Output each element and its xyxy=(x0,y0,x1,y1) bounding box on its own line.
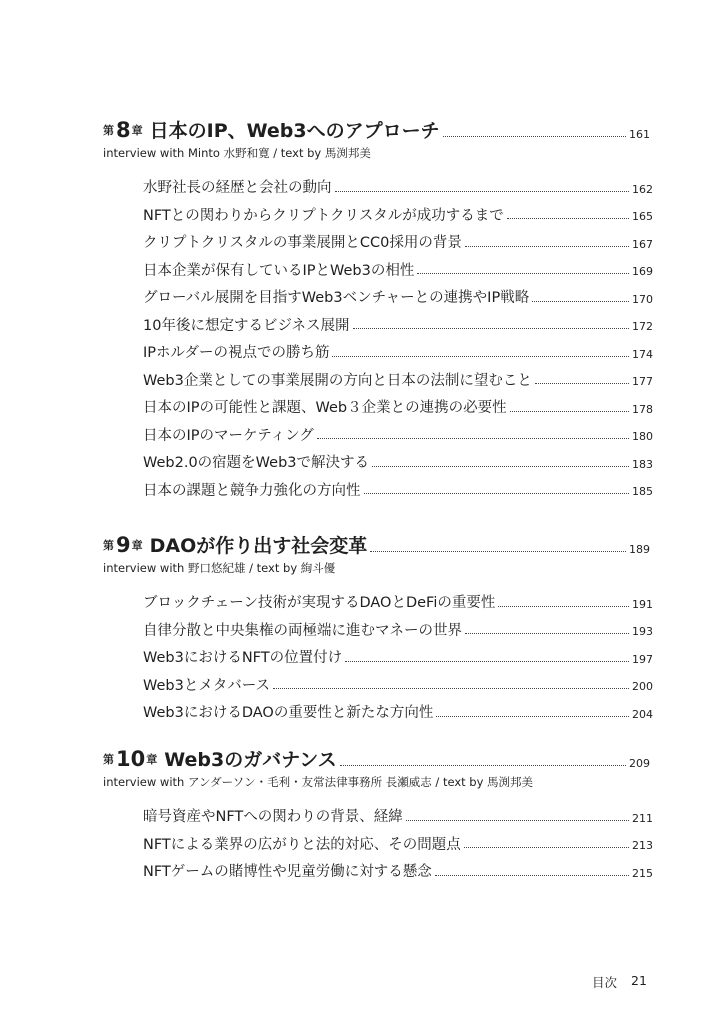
toc-entry[interactable] xyxy=(143,309,653,337)
chapter-credit: interview with 野口悠紀雄 / text by 絢斗優 xyxy=(103,561,336,575)
dot-leader xyxy=(465,633,629,634)
entry-page-number: 170 xyxy=(632,292,653,306)
entry-title: 日本の課題と競争力強化の方向性 xyxy=(143,482,361,499)
dot-leader xyxy=(340,765,626,766)
entry-title: IPホルダーの視点での勝ち筋 xyxy=(143,345,330,361)
chapter-number: 10 xyxy=(116,747,146,771)
chapter-credit: interview with Minto 水野和寛 / text by 馬渕邦美 xyxy=(103,146,371,160)
chapter-number: 9 xyxy=(116,533,131,557)
chapter-heading[interactable] xyxy=(103,531,650,557)
entry-title: Web3におけるDAOの重要性と新たな方向性 xyxy=(143,705,434,721)
entry-title: Web3とメタバース xyxy=(143,677,270,694)
dot-leader xyxy=(443,136,626,137)
entry-title: Web3におけるNFTの位置付け xyxy=(143,650,343,666)
footer-page-number: 21 xyxy=(631,973,647,988)
entry-page-number: 162 xyxy=(632,182,653,196)
chapter-credit: interview with アンダーソン・毛利・友常法律事務所 長瀬威志 / text by 馬渕邦美 xyxy=(103,775,534,789)
entry-page-number: 197 xyxy=(632,652,653,666)
entry-page-number: 169 xyxy=(632,265,653,278)
entry-title: クリプトクリスタルの事業展開とCC0採用の背景 xyxy=(143,235,462,251)
entry-page-number: 204 xyxy=(632,707,653,721)
entry-page-number: 213 xyxy=(632,839,653,852)
dot-leader xyxy=(535,383,629,384)
chapter-heading[interactable] xyxy=(103,116,650,142)
dot-leader xyxy=(406,820,629,821)
chapter-title: 日本のIP、Web3へのアプローチ xyxy=(149,120,440,142)
entry-title: グローバル展開を目指すWeb3ベンチャーとの連携やIP戦略 xyxy=(143,290,530,306)
toc-entry[interactable] xyxy=(143,669,653,697)
dot-leader xyxy=(436,716,629,717)
toc-entry[interactable] xyxy=(143,828,653,856)
chapter-title: DAOが作り出す社会変革 xyxy=(149,535,368,557)
entry-page-number: 178 xyxy=(632,402,653,416)
toc-entry[interactable] xyxy=(143,226,653,254)
dot-leader xyxy=(353,328,629,329)
dot-leader xyxy=(372,466,629,467)
chapter-suffix: 章 xyxy=(131,124,143,137)
toc-entry[interactable] xyxy=(143,696,653,724)
toc-entry[interactable] xyxy=(143,254,653,282)
dot-leader xyxy=(532,301,629,302)
dot-leader xyxy=(370,551,626,552)
entry-title: 自律分散と中央集権の両極端に進むマネーの世界 xyxy=(143,622,462,639)
entry-page-number: 200 xyxy=(632,680,653,693)
chapter-page-number: 209 xyxy=(629,757,650,770)
entry-title: 10年後に想定するビジネス展開 xyxy=(143,317,350,334)
entry-page-number: 185 xyxy=(632,485,653,498)
toc-entry[interactable] xyxy=(143,614,653,642)
dot-leader xyxy=(510,411,629,412)
entry-list xyxy=(143,586,653,724)
toc-entry[interactable] xyxy=(143,855,653,883)
dot-leader xyxy=(332,356,629,357)
entry-title: NFTによる業界の広がりと法的対応、その問題点 xyxy=(143,836,461,853)
toc-entry[interactable] xyxy=(143,171,653,199)
toc-entry[interactable] xyxy=(143,641,653,669)
chapter-prefix: 第 xyxy=(103,124,114,137)
chapter-section xyxy=(103,116,653,501)
entry-page-number: 165 xyxy=(632,210,653,223)
dot-leader xyxy=(507,218,629,219)
chapter-page-number: 161 xyxy=(629,128,650,141)
toc-entry[interactable] xyxy=(143,336,653,364)
chapter-prefix: 第 xyxy=(103,753,114,766)
entry-title: ブロックチェーン技術が実現するDAOとDeFiの重要性 xyxy=(143,595,496,611)
entry-page-number: 215 xyxy=(632,866,653,880)
toc-entry[interactable] xyxy=(143,199,653,227)
dot-leader xyxy=(417,273,629,274)
toc-entry[interactable] xyxy=(143,586,653,614)
toc-entry[interactable] xyxy=(143,281,653,309)
entry-title: 暗号資産やNFTへの関わりの背景、経緯 xyxy=(143,809,403,825)
page-footer xyxy=(592,973,647,991)
footer-section-label: 目次 xyxy=(592,975,618,990)
entry-page-number: 191 xyxy=(632,597,653,611)
toc-entry[interactable] xyxy=(143,364,653,392)
entry-page-number: 172 xyxy=(632,320,653,333)
entry-title: 水野社長の経歴と会社の動向 xyxy=(143,180,332,196)
entry-list xyxy=(143,171,653,501)
entry-page-number: 180 xyxy=(632,430,653,443)
entry-title: NFTゲームの賭博性や児童労働に対する懸念 xyxy=(143,864,432,880)
entry-page-number: 174 xyxy=(632,347,653,361)
dot-leader xyxy=(498,606,629,607)
entry-list xyxy=(143,800,653,883)
dot-leader xyxy=(435,875,629,876)
dot-leader xyxy=(345,661,629,662)
dot-leader xyxy=(464,847,629,848)
entry-title: NFTとの関わりからクリプトクリスタルが成功するまで xyxy=(143,207,504,224)
entry-page-number: 167 xyxy=(632,237,653,251)
chapter-title: Web3のガバナンス xyxy=(164,749,337,771)
dot-leader xyxy=(273,688,629,689)
toc-entry[interactable] xyxy=(143,419,653,447)
dot-leader xyxy=(364,493,630,494)
dot-leader xyxy=(465,246,629,247)
entry-title: 日本企業が保有しているIPとWeb3の相性 xyxy=(143,262,415,279)
chapter-page-number: 189 xyxy=(629,543,650,556)
entry-title: 日本のIPのマーケティング xyxy=(143,427,314,444)
chapter-suffix: 章 xyxy=(131,539,143,552)
toc-entry[interactable] xyxy=(143,800,653,828)
chapter-section xyxy=(103,531,653,724)
chapter-section xyxy=(103,745,653,883)
chapter-suffix: 章 xyxy=(146,753,158,766)
entry-page-number: 183 xyxy=(632,457,653,471)
entry-page-number: 177 xyxy=(632,375,653,388)
dot-leader xyxy=(317,438,629,439)
chapter-heading[interactable] xyxy=(103,745,650,771)
chapter-number: 8 xyxy=(116,118,131,142)
toc-entry[interactable] xyxy=(143,391,653,419)
toc-entry[interactable] xyxy=(143,446,653,474)
entry-title: 日本のIPの可能性と課題、Web３企業との連携の必要性 xyxy=(143,400,507,416)
dot-leader xyxy=(335,191,630,192)
entry-page-number: 193 xyxy=(632,625,653,638)
toc-entry[interactable] xyxy=(143,474,653,502)
entry-page-number: 211 xyxy=(632,811,653,825)
chapter-prefix: 第 xyxy=(103,539,114,552)
entry-title: Web3企業としての事業展開の方向と日本の法制に望むこと xyxy=(143,372,532,389)
entry-title: Web2.0の宿題をWeb3で解決する xyxy=(143,455,370,471)
